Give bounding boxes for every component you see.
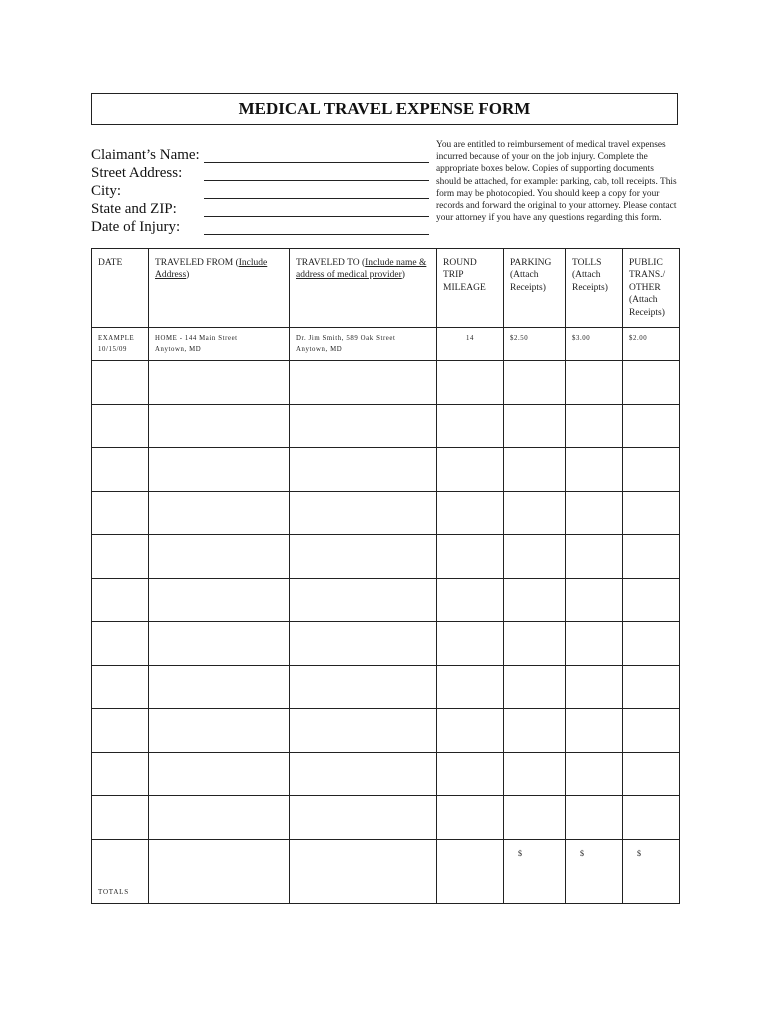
date-cell[interactable]: [92, 622, 149, 666]
from-cell[interactable]: [149, 404, 290, 448]
date-cell[interactable]: [92, 752, 149, 796]
parking-cell[interactable]: [504, 796, 566, 840]
totals-to-cell: [290, 839, 437, 903]
public-cell[interactable]: [623, 404, 680, 448]
totals-from-cell: [149, 839, 290, 903]
to-cell[interactable]: [290, 361, 437, 405]
mileage-cell[interactable]: [437, 491, 504, 535]
date-cell[interactable]: [92, 578, 149, 622]
street-address-label: Street Address:: [91, 165, 183, 181]
example-to: Dr. Jim Smith, 589 Oak Street Anytown, MD: [290, 328, 437, 361]
header-date: DATE: [92, 249, 149, 328]
street-address-field[interactable]: [204, 180, 429, 181]
claimant-name-row: [91, 146, 431, 164]
tolls-cell[interactable]: [566, 752, 623, 796]
date-cell[interactable]: [92, 709, 149, 753]
table-row: [92, 535, 680, 579]
parking-cell[interactable]: [504, 622, 566, 666]
table-row: [92, 665, 680, 709]
tolls-cell[interactable]: [566, 448, 623, 492]
example-row: [92, 328, 680, 361]
mileage-cell[interactable]: [437, 535, 504, 579]
example-date: EXAMPLE 10/15/09: [92, 328, 149, 361]
date-cell[interactable]: [92, 361, 149, 405]
from-cell[interactable]: [149, 665, 290, 709]
header-parking: PARKING (Attach Receipts): [504, 249, 566, 328]
mileage-cell[interactable]: [437, 752, 504, 796]
tolls-cell[interactable]: [566, 535, 623, 579]
totals-tolls-cell[interactable]: [566, 839, 623, 903]
claimant-fields: [91, 146, 431, 236]
to-cell[interactable]: [290, 535, 437, 579]
mileage-cell[interactable]: [437, 448, 504, 492]
table-row: [92, 578, 680, 622]
state-zip-label: State and ZIP:: [91, 201, 177, 217]
parking-cell[interactable]: [504, 535, 566, 579]
date-of-injury-row: [91, 218, 431, 236]
date-cell[interactable]: [92, 535, 149, 579]
mileage-cell[interactable]: [437, 796, 504, 840]
table-row: [92, 752, 680, 796]
date-cell[interactable]: [92, 404, 149, 448]
header-row: [92, 249, 680, 328]
to-cell[interactable]: [290, 796, 437, 840]
from-cell[interactable]: [149, 752, 290, 796]
city-row: [91, 182, 431, 200]
to-cell[interactable]: [290, 404, 437, 448]
to-cell[interactable]: [290, 578, 437, 622]
totals-parking-value: $: [518, 848, 523, 858]
parking-cell[interactable]: [504, 491, 566, 535]
totals-public-value: $: [637, 848, 642, 858]
from-cell[interactable]: [149, 709, 290, 753]
from-cell[interactable]: [149, 796, 290, 840]
date-of-injury-field[interactable]: [204, 234, 429, 235]
date-of-injury-label: Date of Injury:: [91, 219, 181, 235]
header-public-trans: PUBLIC TRANS./ OTHER (Attach Receipts): [623, 249, 680, 328]
totals-row: [92, 839, 680, 903]
instructions-text: You are entitled to reimbursement of medical travel expenses incurred because of your on the job injury. Complete the appropriate boxes below. Copies of supporting documents should be attached, for example: parking, cab, toll receipts. This form may be photocopied. You should keep a copy for your records and forward the original to your attorney. Please contact your attorney if you have any questions regarding this form.: [436, 140, 677, 224]
mileage-cell[interactable]: [437, 404, 504, 448]
tolls-cell[interactable]: [566, 491, 623, 535]
city-field[interactable]: [204, 198, 429, 199]
mileage-cell[interactable]: [437, 361, 504, 405]
table-row: [92, 622, 680, 666]
claimant-name-label: Claimant’s Name:: [91, 147, 200, 163]
parking-cell[interactable]: [504, 665, 566, 709]
from-cell[interactable]: [149, 448, 290, 492]
from-cell[interactable]: [149, 491, 290, 535]
totals-mileage-cell[interactable]: [437, 839, 504, 903]
to-cell[interactable]: [290, 448, 437, 492]
public-cell[interactable]: [623, 796, 680, 840]
example-from: HOME - 144 Main Street Anytown, MD: [149, 328, 290, 361]
table-row: [92, 404, 680, 448]
to-cell[interactable]: [290, 491, 437, 535]
table-row: [92, 361, 680, 405]
date-cell[interactable]: [92, 491, 149, 535]
street-address-row: [91, 164, 431, 182]
header-tolls: TOLLS (Attach Receipts): [566, 249, 623, 328]
to-cell[interactable]: [290, 665, 437, 709]
header-traveled-to: TRAVELED TO (Include name & address of medical provider): [290, 249, 437, 328]
totals-parking-cell[interactable]: [504, 839, 566, 903]
parking-cell[interactable]: [504, 448, 566, 492]
expense-table: [91, 248, 680, 904]
tolls-cell[interactable]: [566, 404, 623, 448]
totals-label: TOTALS: [92, 839, 149, 903]
mileage-cell[interactable]: [437, 709, 504, 753]
date-cell[interactable]: [92, 665, 149, 709]
public-cell[interactable]: [623, 752, 680, 796]
example-parking: $2.50: [504, 328, 566, 361]
tolls-cell[interactable]: [566, 665, 623, 709]
table-row: [92, 491, 680, 535]
from-cell[interactable]: [149, 361, 290, 405]
table-row: [92, 796, 680, 840]
city-label: City:: [91, 183, 122, 199]
header-traveled-from: TRAVELED FROM (Include Address): [149, 249, 290, 328]
state-zip-row: [91, 200, 431, 218]
table-row: [92, 448, 680, 492]
date-cell[interactable]: [92, 796, 149, 840]
mileage-cell[interactable]: [437, 578, 504, 622]
state-zip-field[interactable]: [204, 216, 429, 217]
header-mileage: ROUND TRIP MILEAGE: [437, 249, 504, 328]
public-cell[interactable]: [623, 665, 680, 709]
mileage-cell[interactable]: [437, 665, 504, 709]
public-cell[interactable]: [623, 622, 680, 666]
tolls-cell[interactable]: [566, 709, 623, 753]
public-cell[interactable]: [623, 709, 680, 753]
parking-cell[interactable]: [504, 709, 566, 753]
to-cell[interactable]: [290, 752, 437, 796]
tolls-cell[interactable]: [566, 796, 623, 840]
parking-cell[interactable]: [504, 361, 566, 405]
tolls-cell[interactable]: [566, 578, 623, 622]
from-cell[interactable]: [149, 578, 290, 622]
public-cell[interactable]: [623, 448, 680, 492]
table-row: [92, 709, 680, 753]
public-cell[interactable]: [623, 361, 680, 405]
example-tolls: $3.00: [566, 328, 623, 361]
date-cell[interactable]: [92, 448, 149, 492]
tolls-cell[interactable]: [566, 361, 623, 405]
totals-tolls-value: $: [580, 848, 585, 858]
totals-public-cell[interactable]: [623, 839, 680, 903]
example-mileage: 14: [437, 328, 504, 361]
claimant-name-field[interactable]: [204, 162, 429, 163]
parking-cell[interactable]: [504, 752, 566, 796]
public-cell[interactable]: [623, 491, 680, 535]
tolls-cell[interactable]: [566, 622, 623, 666]
parking-cell[interactable]: [504, 578, 566, 622]
parking-cell[interactable]: [504, 404, 566, 448]
example-public: $2.00: [623, 328, 680, 361]
form-title: MEDICAL TRAVEL EXPENSE FORM: [91, 93, 678, 125]
public-cell[interactable]: [623, 535, 680, 579]
public-cell[interactable]: [623, 578, 680, 622]
mileage-cell[interactable]: [437, 622, 504, 666]
from-cell[interactable]: [149, 535, 290, 579]
to-cell[interactable]: [290, 622, 437, 666]
from-cell[interactable]: [149, 622, 290, 666]
to-cell[interactable]: [290, 709, 437, 753]
